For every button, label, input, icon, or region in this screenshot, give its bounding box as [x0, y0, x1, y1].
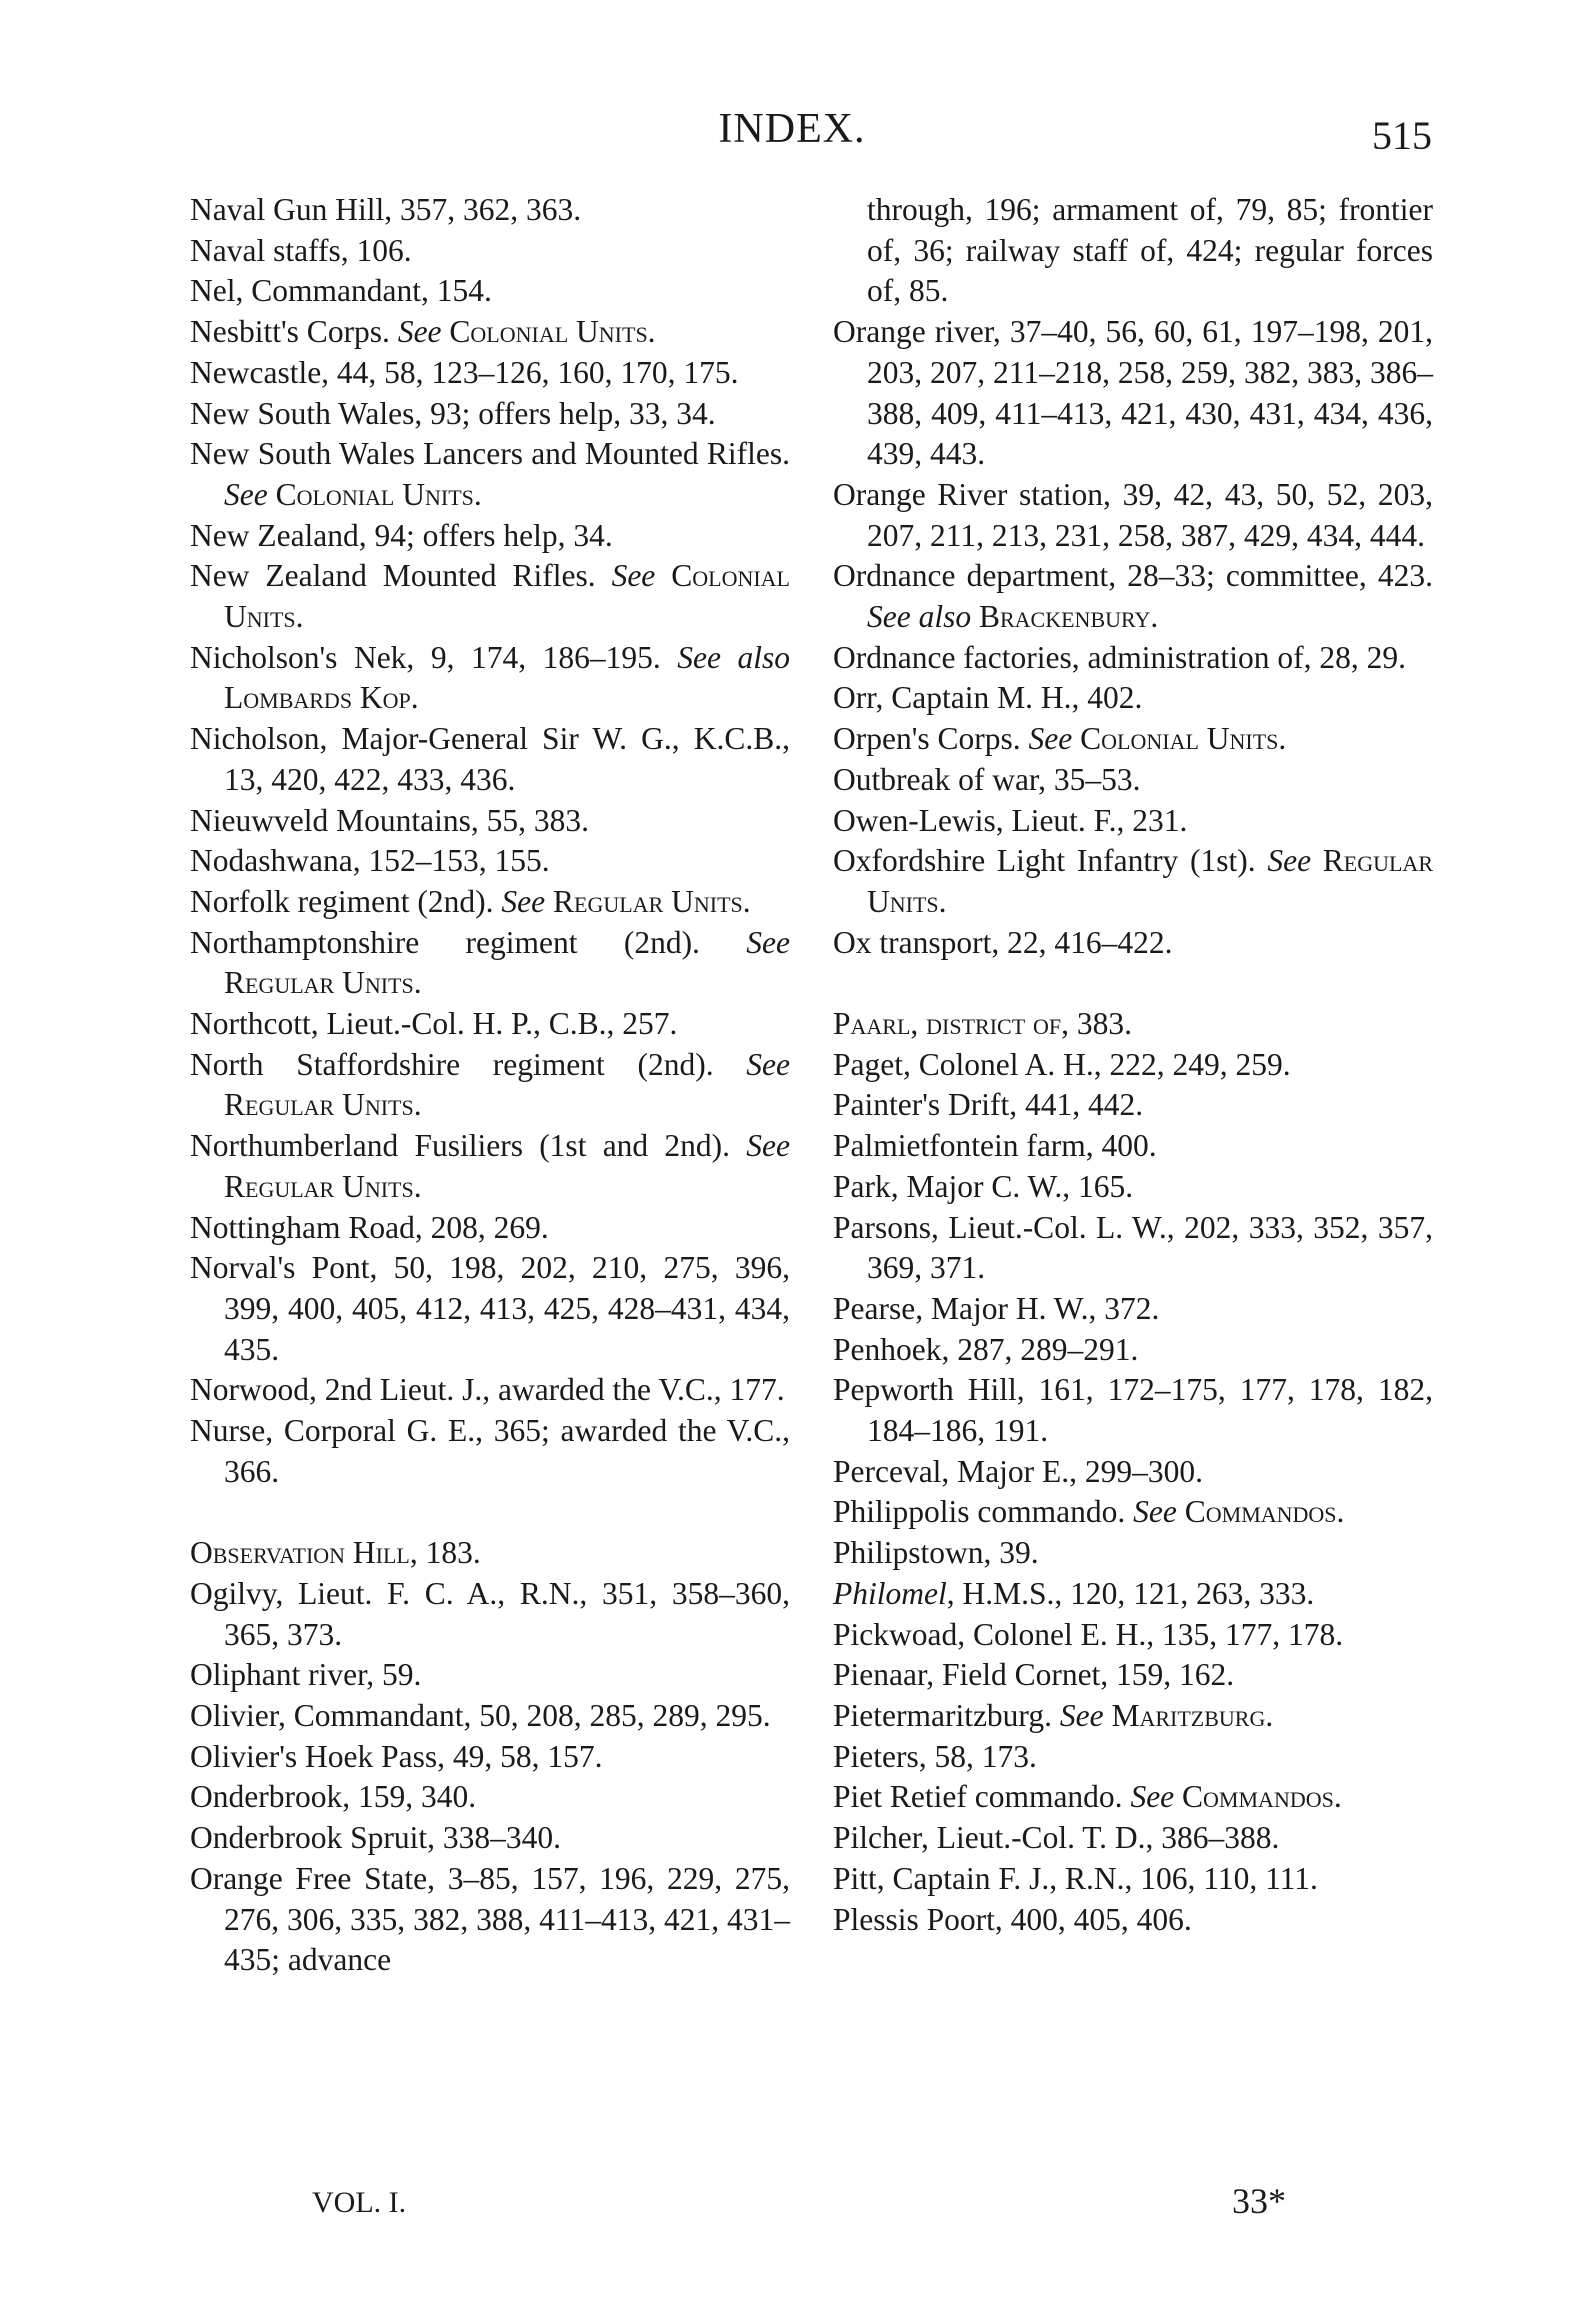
index-entry [833, 841, 1433, 922]
index-entry [833, 1167, 1433, 1208]
index-entry [833, 638, 1433, 679]
index-entry [190, 312, 790, 353]
entry-text: through, 196; armament of, 79, 85; frontier of, 36; railway staff of, 424; regular forces of, 85. [867, 192, 1433, 309]
entry-text: Orange river, 37–40, 56, 60, 61, 197–198, 201, 203, 207, 211–218, 258, 259, 382, 383, 386–388, 409, 411–413, 421, 430, 431, 434, 436, 439, 443. [833, 314, 1433, 472]
entry-text: Perceval, Major E., 299–300. [833, 1453, 1204, 1489]
index-entry [190, 1859, 790, 1981]
cross-reference-target: Commandos. [1182, 1779, 1342, 1815]
index-entry [833, 1330, 1433, 1371]
entry-text: Ogilvy, Lieut. F. C. A., R.N., 351, 358–360, 365, 373. [190, 1575, 790, 1652]
entry-text: Pearse, Major H. W., 372. [833, 1290, 1160, 1326]
index-entry [833, 1126, 1433, 1167]
cross-reference-target: Colonial Units. [224, 558, 790, 635]
index-entry [190, 1370, 790, 1411]
index-entry [833, 1859, 1433, 1900]
index-entry [833, 678, 1433, 719]
entry-text: Oxfordshire Light Infantry (1st). [833, 843, 1268, 879]
entry-text: Plessis Poort, 400, 405, 406. [833, 1901, 1192, 1937]
index-entry [833, 1208, 1433, 1289]
index-entry [833, 1533, 1433, 1574]
section-gap [833, 963, 1433, 1004]
index-entry [833, 1370, 1433, 1451]
entry-text: Oliphant river, 59. [190, 1657, 422, 1693]
see-reference-label: See [1133, 1494, 1177, 1530]
entry-text: Nieuwveld Mountains, 55, 383. [190, 802, 589, 838]
cross-reference-target: Maritzburg. [1111, 1698, 1274, 1733]
cross-reference-target: Colonial Units. [449, 314, 656, 350]
entry-text: Northumberland Fusiliers (1st and 2nd). [190, 1128, 747, 1164]
entry-text: Pickwoad, Colonel E. H., 135, 177, 178. [833, 1616, 1344, 1652]
index-entry [190, 190, 790, 231]
index-entry [833, 719, 1433, 760]
entry-text: Orr, Captain M. H., 402. [833, 680, 1143, 716]
entry-text: Newcastle, 44, 58, 123–126, 160, 170, 175. [190, 354, 739, 390]
cross-reference-target: Regular Units. [224, 1087, 422, 1123]
index-entry [833, 1615, 1433, 1656]
cross-reference-target: Commandos. [1184, 1494, 1345, 1530]
entry-text: Park, Major C. W., 165. [833, 1168, 1134, 1204]
index-entry [190, 1248, 790, 1370]
index-entry [833, 1085, 1433, 1126]
entry-text: Northamptonshire regiment (2nd). [190, 924, 747, 960]
entry-text: Norfolk regiment (2nd). [190, 883, 502, 919]
see-reference-label: See [746, 924, 790, 960]
entry-text: Nesbitt's Corps. [190, 314, 398, 350]
entry-text: North Staffordshire regiment (2nd). [190, 1046, 747, 1082]
entry-text: Norwood, 2nd Lieut. J., awarded the V.C., 177. [190, 1372, 785, 1408]
see-reference-label: See [224, 476, 268, 512]
page-title: INDEX. [718, 106, 866, 152]
entry-text: Philippolis commando. [833, 1494, 1134, 1530]
index-entry [190, 1045, 790, 1126]
index-entry [833, 475, 1433, 556]
index-entry [833, 556, 1433, 637]
index-entry [833, 760, 1433, 801]
see-reference-label: See [611, 558, 656, 594]
entry-text: , H.M.S., 120, 121, 263, 333. [946, 1575, 1315, 1611]
index-entry [833, 1289, 1433, 1330]
see-reference-label: See [1059, 1698, 1104, 1733]
index-entry [190, 1126, 790, 1207]
index-entry [833, 1452, 1433, 1493]
index-entry [190, 1777, 790, 1818]
entry-text: Pitt, Captain F. J., R.N., 106, 110, 111. [833, 1860, 1318, 1896]
entry-text: Pepworth Hill, 161, 172–175, 177, 178, 182, 184–186, 191. [833, 1372, 1433, 1449]
index-entry [190, 1655, 790, 1696]
index-entry [833, 1045, 1433, 1086]
entry-text: Ordnance department, 28–33; committee, 423. [833, 558, 1433, 594]
volume-label: VOL. I. [312, 2186, 407, 2219]
entry-text: Painter's Drift, 441, 442. [833, 1087, 1144, 1123]
entry-text: New Zealand, 94; offers help, 34. [190, 517, 613, 553]
see-reference-label: See also [867, 599, 972, 635]
entry-text: Ox transport, 22, 416–422. [833, 924, 1173, 960]
entry-text: Naval Gun Hill, 357, 362, 363. [190, 192, 582, 227]
cross-reference-target: Colonial Units. [1080, 721, 1287, 757]
entry-text: Philipstown, 39. [833, 1535, 1039, 1571]
index-entry [833, 1818, 1433, 1859]
cross-reference-target: Regular Units. [867, 843, 1433, 919]
entry-text: Orpen's Corps. [833, 721, 1029, 757]
index-entry [833, 1574, 1433, 1615]
index-entry [833, 923, 1433, 964]
cross-reference-target: Colonial Units. [275, 476, 482, 512]
see-reference-label: See also [677, 639, 790, 675]
index-entry [833, 1696, 1433, 1737]
index-entry [190, 801, 790, 842]
cross-reference-target: Regular Units. [553, 883, 751, 919]
index-column-left [190, 190, 790, 1981]
entry-text: New South Wales, 93; offers help, 33, 34. [190, 395, 716, 431]
index-entry [190, 1208, 790, 1249]
see-reference-label: See [746, 1128, 790, 1164]
entry-text: Ordnance factories, administration of, 28, 29. [833, 639, 1406, 675]
entry-text: Pilcher, Lieut.-Col. T. D., 386–388. [833, 1820, 1280, 1856]
index-entry [833, 312, 1433, 475]
entry-text: New South Wales Lancers and Mounted Rifles. [190, 436, 790, 472]
page-number: 515 [1372, 113, 1432, 158]
index-entry [190, 231, 790, 272]
entry-heading-smallcaps: Observation Hill [190, 1535, 410, 1571]
index-entry [833, 1004, 1433, 1045]
entry-text: Piet Retief commando. [833, 1779, 1131, 1815]
entry-text: Outbreak of war, 35–53. [833, 761, 1141, 797]
index-entry [190, 1818, 790, 1859]
index-entry [190, 841, 790, 882]
entry-text: Pietermaritzburg. [833, 1698, 1060, 1733]
index-entry [190, 271, 790, 312]
index-entry-continuation [833, 190, 1433, 312]
index-entry [190, 1574, 790, 1655]
index-entry [190, 556, 790, 637]
entry-text: Orange River station, 39, 42, 43, 50, 52, 203, 207, 211, 213, 231, 258, 387, 429, 434, 444. [833, 476, 1433, 553]
entry-text: Olivier's Hoek Pass, 49, 58, 157. [190, 1738, 603, 1774]
entry-text: Northcott, Lieut.-Col. H. P., C.B., 257. [190, 1006, 678, 1042]
entry-text: Nel, Commandant, 154. [190, 273, 492, 309]
entry-text: Onderbrook, 159, 340. [190, 1779, 477, 1815]
see-reference-label: See [1267, 843, 1312, 879]
index-entry [833, 1737, 1433, 1778]
entry-text: Owen-Lewis, Lieut. F., 231. [833, 802, 1188, 838]
index-entry [833, 1900, 1433, 1941]
index-entry [833, 1777, 1433, 1818]
index-entry [190, 1533, 790, 1574]
index-entry [833, 1492, 1433, 1533]
entry-text: Olivier, Commandant, 50, 208, 285, 289, 295. [190, 1698, 771, 1733]
entry-heading-smallcaps: Paarl, district of [833, 1006, 1062, 1042]
entry-text: Pieters, 58, 173. [833, 1738, 1037, 1774]
entry-text: Nicholson, Major-General Sir W. G., K.C.B., 13, 420, 422, 433, 436. [190, 721, 790, 797]
index-entry [190, 1004, 790, 1045]
index-entry [190, 638, 790, 719]
entry-text: Palmietfontein farm, 400. [833, 1128, 1157, 1164]
cross-reference-target: Lombards Kop. [224, 680, 419, 716]
index-entry [190, 1737, 790, 1778]
entry-text: Orange Free State, 3–85, 157, 196, 229, 275, 276, 306, 335, 382, 388, 411–413, 421, 431–435; advance [190, 1860, 790, 1978]
see-reference-label: See [746, 1046, 790, 1082]
entry-text: Nurse, Corporal G. E., 365; awarded the V.C., 366. [190, 1413, 790, 1489]
index-entry [190, 434, 790, 515]
see-reference-label: See [1028, 721, 1073, 757]
signature-mark: 33* [1232, 2181, 1286, 2221]
see-reference-label: See [501, 883, 546, 919]
entry-text: Naval staffs, 106. [190, 232, 412, 268]
index-entry [190, 1696, 790, 1737]
cross-reference-target: Regular Units. [224, 965, 422, 1001]
entry-heading-italic: Philomel [833, 1575, 947, 1611]
see-reference-label: See [1130, 1779, 1175, 1815]
entry-text: Nicholson's Nek, 9, 174, 186–195. [190, 639, 678, 675]
entry-text: Nodashwana, 152–153, 155. [190, 843, 550, 879]
index-entry [190, 394, 790, 435]
cross-reference-target: Regular Units. [224, 1168, 422, 1204]
see-reference-label: See [397, 314, 442, 350]
index-entry [190, 516, 790, 557]
index-entry [190, 353, 790, 394]
entry-text: , 383. [1061, 1006, 1133, 1042]
index-entry [190, 923, 790, 1004]
index-entry [833, 801, 1433, 842]
entry-text: Norval's Pont, 50, 198, 202, 210, 275, 396, 399, 400, 405, 412, 413, 425, 428–431, 434, 435. [190, 1250, 790, 1367]
cross-reference-target: Brackenbury. [978, 599, 1159, 635]
entry-text: New Zealand Mounted Rifles. [190, 558, 612, 594]
entry-text: Pienaar, Field Cornet, 159, 162. [833, 1657, 1235, 1693]
index-entry [190, 1411, 790, 1492]
section-gap [190, 1493, 790, 1534]
entry-text: Paget, Colonel A. H., 222, 249, 259. [833, 1046, 1291, 1082]
index-entry [190, 719, 790, 800]
entry-text: Onderbrook Spruit, 338–340. [190, 1820, 561, 1856]
index-column-right [833, 190, 1433, 1940]
index-entry [190, 882, 790, 923]
entry-text: Penhoek, 287, 289–291. [833, 1331, 1139, 1367]
entry-text: Parsons, Lieut.-Col. L. W., 202, 333, 352, 357, 369, 371. [833, 1209, 1433, 1286]
entry-text: , 183. [409, 1535, 481, 1571]
entry-text: Nottingham Road, 208, 269. [190, 1209, 549, 1245]
index-entry [833, 1655, 1433, 1696]
